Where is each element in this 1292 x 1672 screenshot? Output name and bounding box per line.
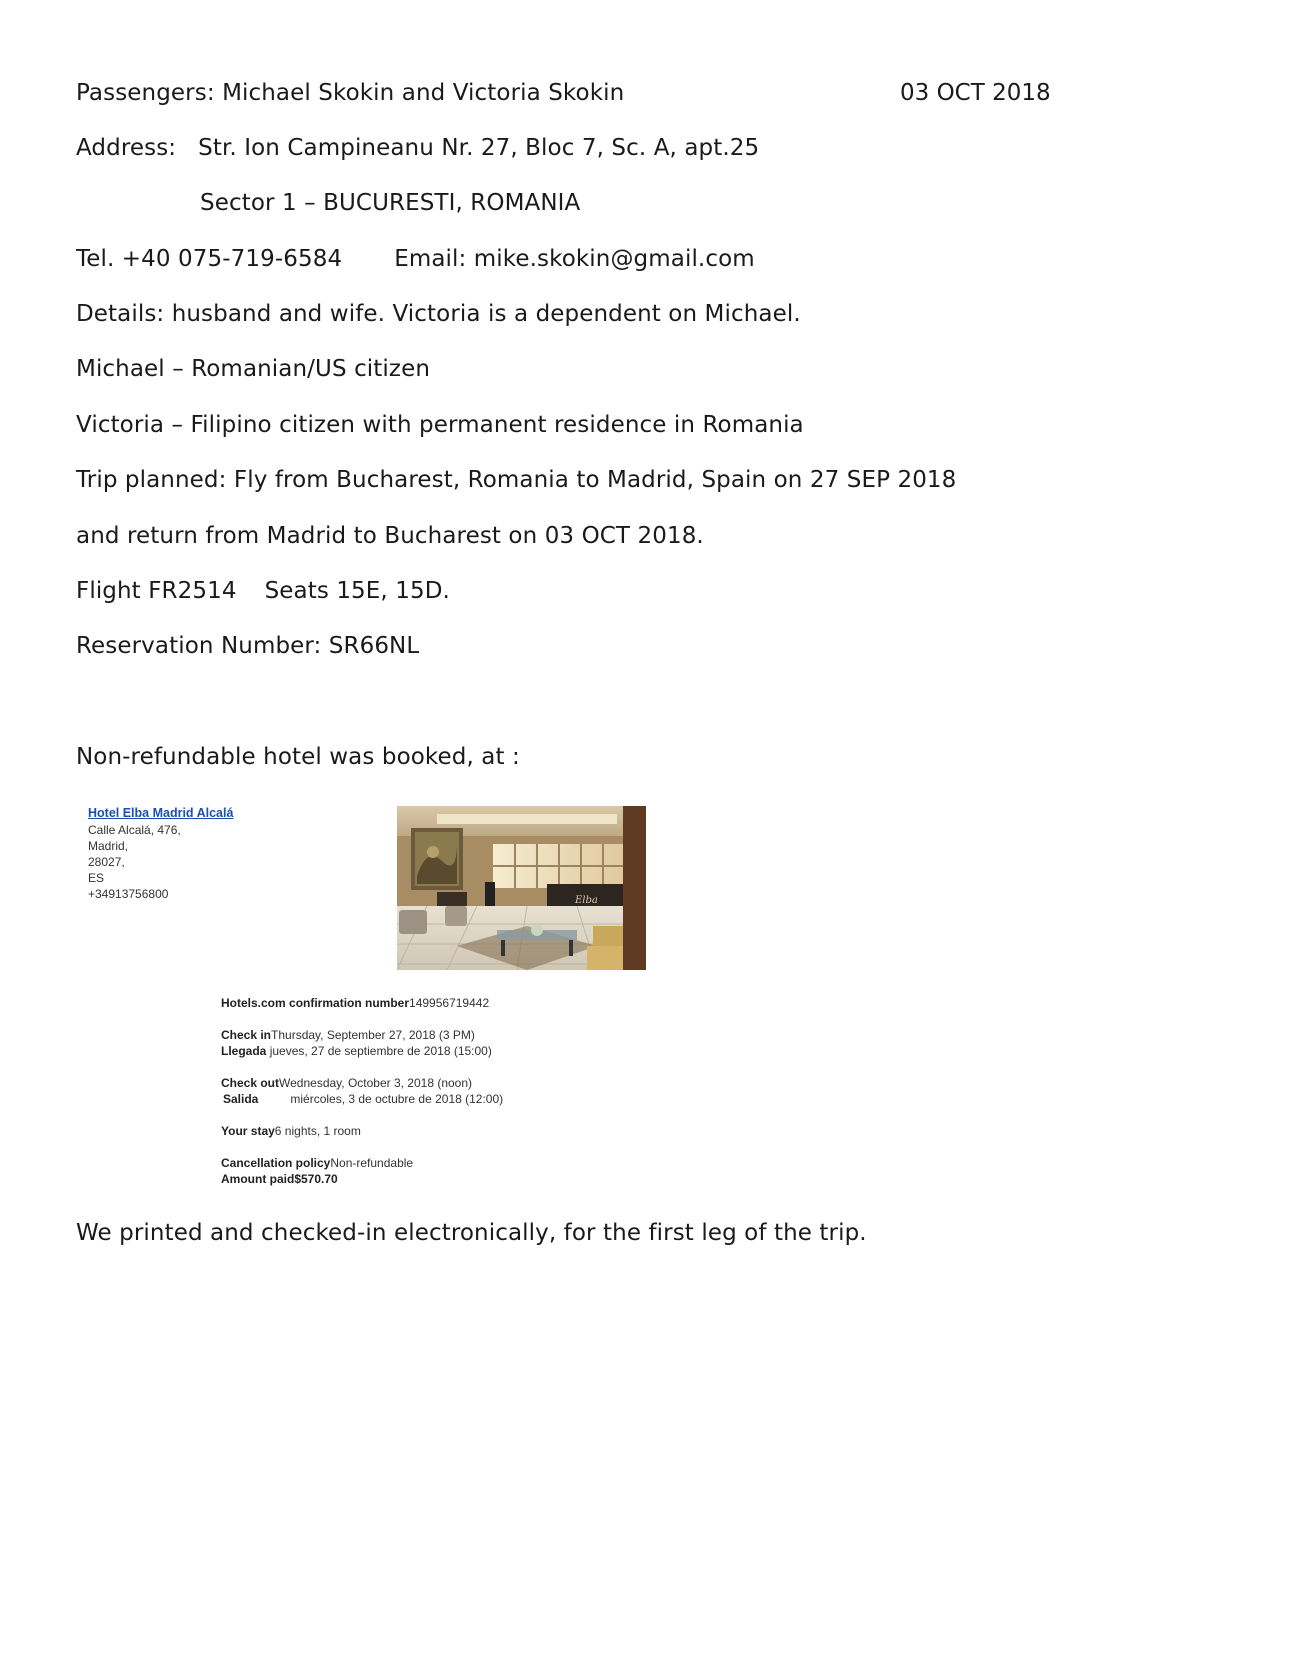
- passengers-line: Passengers: Michael Skokin and Victoria Skokin: [76, 80, 625, 106]
- trip-return: and return from Madrid to Bucharest on 03 OCT 2018.: [76, 523, 704, 549]
- checkout-row: [221, 1075, 472, 1091]
- llegada-label: Llegada: [221, 1044, 267, 1058]
- llegada-row: [221, 1043, 492, 1059]
- trip-planned: Trip planned: Fly from Bucharest, Romania to Madrid, Spain on 27 SEP 2018: [76, 467, 957, 493]
- hotel-intro: Non-refundable hotel was booked, at :: [76, 744, 520, 770]
- hotel-street: Calle Alcalá, 476,: [88, 823, 181, 837]
- address-label: Address:: [76, 135, 177, 161]
- checkin-row: [221, 1027, 475, 1043]
- cancellation-row: [221, 1155, 413, 1171]
- confirmation-number-row: [221, 995, 489, 1011]
- salida-label: Salida: [223, 1092, 259, 1106]
- checkout-label: Check out: [221, 1076, 280, 1090]
- hotel-lobby-photo: [397, 806, 646, 970]
- stay-value: 6 nights, 1 room: [274, 1124, 361, 1138]
- michael-citizenship: Michael – Romanian/US citizen: [76, 356, 431, 382]
- phone-number: Tel. +40 075-719-6584: [76, 246, 343, 272]
- salida-value: miércoles, 3 de octubre de 2018 (12:00): [290, 1092, 504, 1106]
- cancellation-label: Cancellation policy: [221, 1156, 331, 1170]
- reservation-number: Reservation Number: SR66NL: [76, 633, 420, 659]
- amount-row: [221, 1171, 338, 1187]
- hotel-phone: +34913756800: [88, 887, 169, 901]
- document-date: 03 OCT 2018: [900, 80, 1051, 106]
- address-street: Str. Ion Campineanu Nr. 27, Bloc 7, Sc. A, apt.25: [198, 135, 760, 161]
- llegada-value: jueves, 27 de septiembre de 2018 (15:00): [269, 1044, 492, 1058]
- amount-label: Amount paid: [221, 1172, 295, 1186]
- hotel-name-link[interactable]: Hotel Elba Madrid Alcalá: [88, 806, 234, 820]
- checkin-value: Thursday, September 27, 2018 (3 PM): [271, 1028, 475, 1042]
- email-address: Email: mike.skokin@gmail.com: [394, 246, 755, 272]
- reception-sign: Elba: [575, 895, 598, 906]
- hotel-postcode: 28027,: [88, 855, 125, 869]
- stay-row: [221, 1123, 361, 1139]
- hotel-city: Madrid,: [88, 839, 129, 853]
- closing-line: We printed and checked-in electronically, for the first leg of the trip.: [76, 1220, 867, 1246]
- stay-label: Your stay: [221, 1124, 275, 1138]
- address-line: [76, 133, 759, 163]
- salida-row: [223, 1091, 503, 1107]
- contact-line: [76, 244, 755, 274]
- details-line: Details: husband and wife. Victoria is a dependent on Michael.: [76, 301, 801, 327]
- flight-seats: Seats 15E, 15D.: [264, 578, 450, 604]
- amount-value: $570.70: [294, 1172, 338, 1186]
- checkout-value: Wednesday, October 3, 2018 (noon): [279, 1076, 473, 1090]
- confirmation-number: 149956719442: [409, 996, 490, 1010]
- flight-line: [76, 576, 450, 606]
- victoria-citizenship: Victoria – Filipino citizen with permanent residence in Romania: [76, 412, 804, 438]
- confirmation-number-label: Hotels.com confirmation number: [221, 996, 410, 1010]
- address-sector: Sector 1 – BUCURESTI, ROMANIA: [200, 190, 581, 216]
- cancellation-value: Non-refundable: [330, 1156, 414, 1170]
- hotel-address: [88, 822, 181, 902]
- hotel-country: ES: [88, 871, 105, 885]
- checkin-label: Check in: [221, 1028, 272, 1042]
- flight-number: Flight FR2514: [76, 578, 237, 604]
